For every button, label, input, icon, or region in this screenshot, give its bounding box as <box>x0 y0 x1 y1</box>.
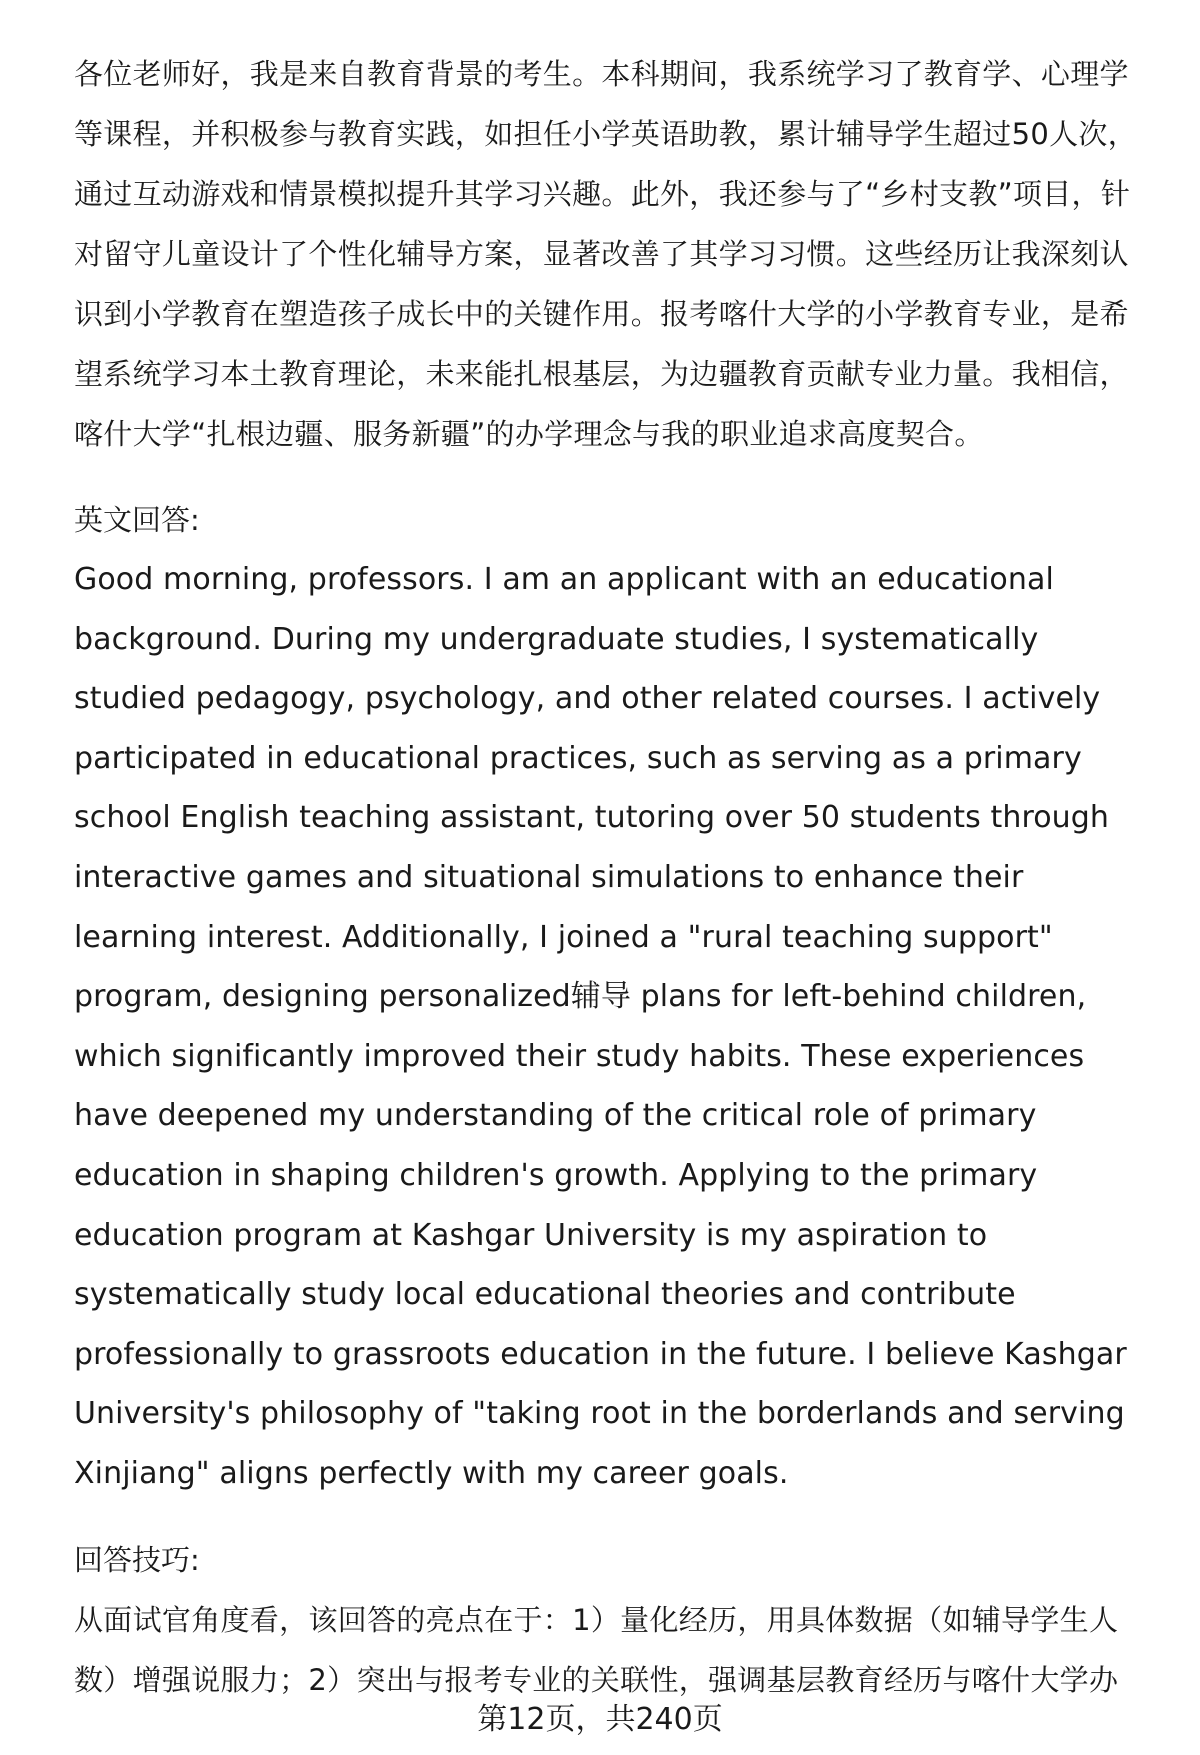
chinese-answer-paragraph: 各位老师好，我是来自教育背景的考生。本科期间，我系统学习了教育学、心理学等课程，并积极参与教育实践，如担任小学英语助教，累计辅导学生超过50人次，通过互动游戏和情景模拟提升其学习兴趣。此外，我还参与了“乡村支教”项目，针对留守儿童设计了个性化辅导方案，显著改善了其学习习惯。这些经历让我深刻认识到小学教育在塑造孩子成长中的关键作用。报考喀什大学的小学教育专业，是希望系统学习本土教育理论，未来能扎根基层，为边疆教育贡献专业力量。我相信，喀什大学“扎根边疆、服务新疆”的办学理念与我的职业追求高度契合。 <box>74 57 1138 451</box>
page-number-footer: 第12页，共240页 <box>477 1702 723 1737</box>
answer-tips-paragraph: 从面试官角度看，该回答的亮点在于：1）量化经历，用具体数据（如辅导学生人数）增强说服力；2）突出与报考专业的关联性，强调基层教育经历与喀什大学办 <box>74 1602 1119 1697</box>
english-answer-heading: 英文回答: <box>74 503 200 537</box>
answer-tips-heading: 回答技巧: <box>74 1542 200 1577</box>
english-answer-paragraph: Good morning, professors. I am an applicant with an educational background. During my undergraduate studies, I systematically studied pedagogy, psychology, and other related courses. I actively participated in educational practices, such as serving as a primary school English teaching assistant, tutoring over 50 students through interactive games and situational simulations to enhance their learning interest. Additionally, I joined a "rural teaching support" program, designing personalized辅导 plans for left-behind children, which significantly improved their study habits. These experiences have deepened my understanding of the critical role of primary education in shaping children's growth. Applying to the primary education program at Kashgar University is my aspiration to systematically study local educational theories and contribute professionally to grassroots education in the future. I believe Kashgar University's philosophy of "taking root in the borderlands and serving Xinjiang" aligns perfectly with my career goals. <box>74 562 1127 1491</box>
